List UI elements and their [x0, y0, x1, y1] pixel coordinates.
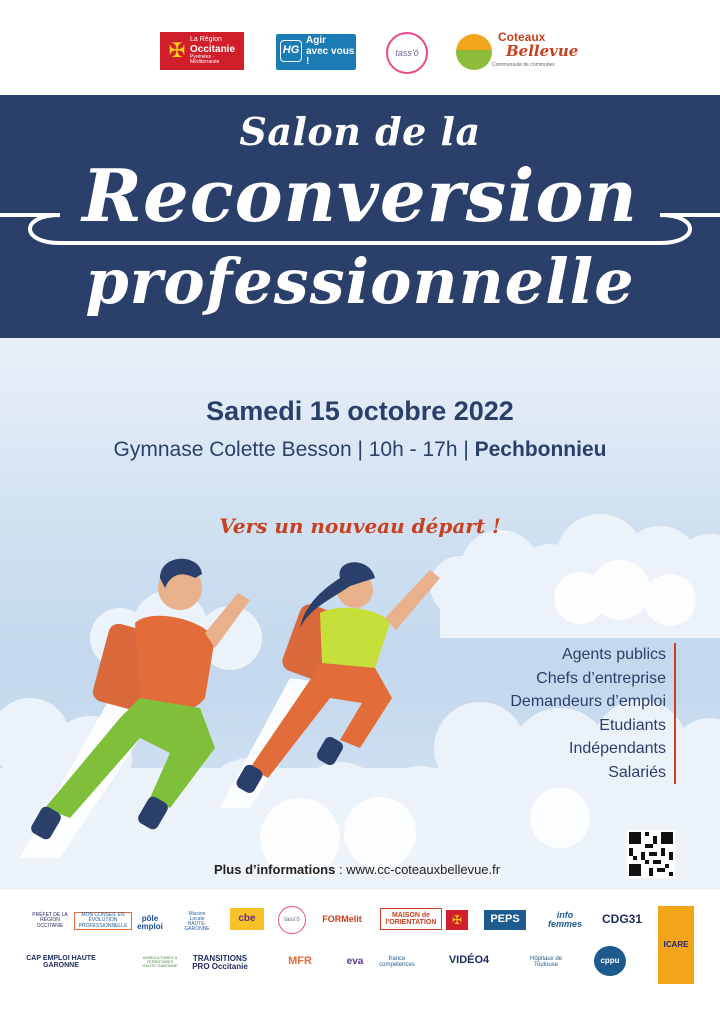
- partner-logo-tass: tass'ô: [278, 906, 306, 934]
- audience-item: Indépendants: [569, 740, 666, 757]
- info-separator: :: [335, 862, 347, 877]
- partner-logo-cdg31: CDG31: [602, 911, 643, 926]
- partner-logo-cap-emploi: CAP EMPLOI HAUTE GARONNE: [26, 954, 96, 969]
- audience-item: Salariés: [608, 763, 666, 781]
- info-label: Plus d’informations: [214, 862, 336, 877]
- coteaux-line3: Communauté de communes: [492, 62, 555, 68]
- sun-hills-icon: [456, 34, 492, 70]
- agir-line2: avec vous !: [306, 45, 355, 68]
- info-line: [0, 862, 720, 877]
- sky-illustration-area: [0, 338, 720, 890]
- venue-line: [0, 438, 720, 462]
- region-occitanie-logo: [160, 32, 244, 70]
- partner-logo-info-femmes: info femmes: [547, 909, 583, 929]
- title-line2: Reconversion: [82, 153, 638, 238]
- partner-logos-bottom: [0, 890, 720, 1013]
- partner-logo-occitanie-cross: ✠: [446, 910, 468, 930]
- partner-logo-pole-emploi: pôle emploi: [137, 913, 163, 931]
- coteaux-line1: Coteaux: [498, 30, 546, 44]
- partner-logo-cppu: cppu: [594, 946, 626, 976]
- partner-logo-maison-locale: Mission Locale HAUTE-GARONNE: [184, 910, 210, 933]
- region-logo-line3: Pyrénées · Méditerranée: [190, 53, 220, 66]
- partner-logos-top: [0, 0, 720, 95]
- partner-logo-maison-orientation: MAISON de l'ORIENTATION: [380, 908, 442, 930]
- agir-avec-vous-logo: [276, 34, 356, 70]
- man-figure: [29, 559, 250, 842]
- agir-line1: Agir: [306, 35, 326, 47]
- venue-town: Pechbonnieu: [474, 438, 607, 461]
- tass-logo: [386, 32, 428, 74]
- occitan-cross-icon: ✠: [168, 40, 186, 62]
- region-logo-line2: Occitanie: [190, 43, 236, 55]
- event-date: Samedi 15 octobre 2022: [206, 396, 514, 426]
- partner-logo-eva: eva: [346, 955, 364, 967]
- partner-logo-prefet: PRÉFET DE LA RÉGION OCCITANIE: [32, 912, 68, 929]
- partner-logo-chambre-agri: AGRICULTURES & TERRITOIRES HAUTE-GARONNE: [142, 954, 178, 969]
- venue-text: Gymnase Colette Besson | 10h - 17h |: [113, 438, 475, 461]
- audience-item: Chefs d’entreprise: [536, 669, 666, 687]
- partner-logo-cep: MON CONSEIL EN ÉVOLUTION PROFESSIONNELLE: [74, 912, 132, 930]
- title-line3: professionnelle: [85, 245, 635, 318]
- partner-logo-hopitaux-toulouse: Hôpitaux de Toulouse: [529, 955, 563, 968]
- partner-logo-video4: VIDÉO4: [448, 954, 490, 967]
- audience-item: Demandeurs d’emploi: [510, 693, 666, 710]
- title-banner: [0, 95, 720, 338]
- partner-logo-formelit: FORMelit: [322, 914, 362, 925]
- audience-item: Agents publics: [561, 646, 666, 663]
- partner-logo-icare: ICARE: [658, 906, 694, 984]
- region-logo-line1: La Région: [190, 36, 222, 44]
- title-line1: Salon de la: [239, 109, 481, 154]
- audience-list: [510, 643, 676, 784]
- partner-logo-peps: PEPS: [484, 910, 526, 930]
- coteaux-line2: Bellevue: [506, 42, 579, 60]
- partner-logo-mfr: MFR: [288, 955, 312, 968]
- partner-logo-france-competences: france compétences: [379, 955, 415, 968]
- audience-item: Etudiants: [599, 716, 666, 734]
- hg-badge-icon: HG: [280, 40, 302, 62]
- woman-figure: [234, 562, 440, 795]
- info-url-link[interactable]: www.cc-coteauxbellevue.fr: [346, 862, 501, 877]
- partner-logo-transitions-pro: TRANSITIONS PRO Occitanie: [192, 953, 248, 971]
- partner-logo-cbe: cbe: [230, 908, 264, 930]
- tass-name: tass'ô: [395, 48, 419, 58]
- tagline: Vers un nouveau départ !: [219, 514, 501, 538]
- coteaux-bellevue-logo: [456, 30, 579, 74]
